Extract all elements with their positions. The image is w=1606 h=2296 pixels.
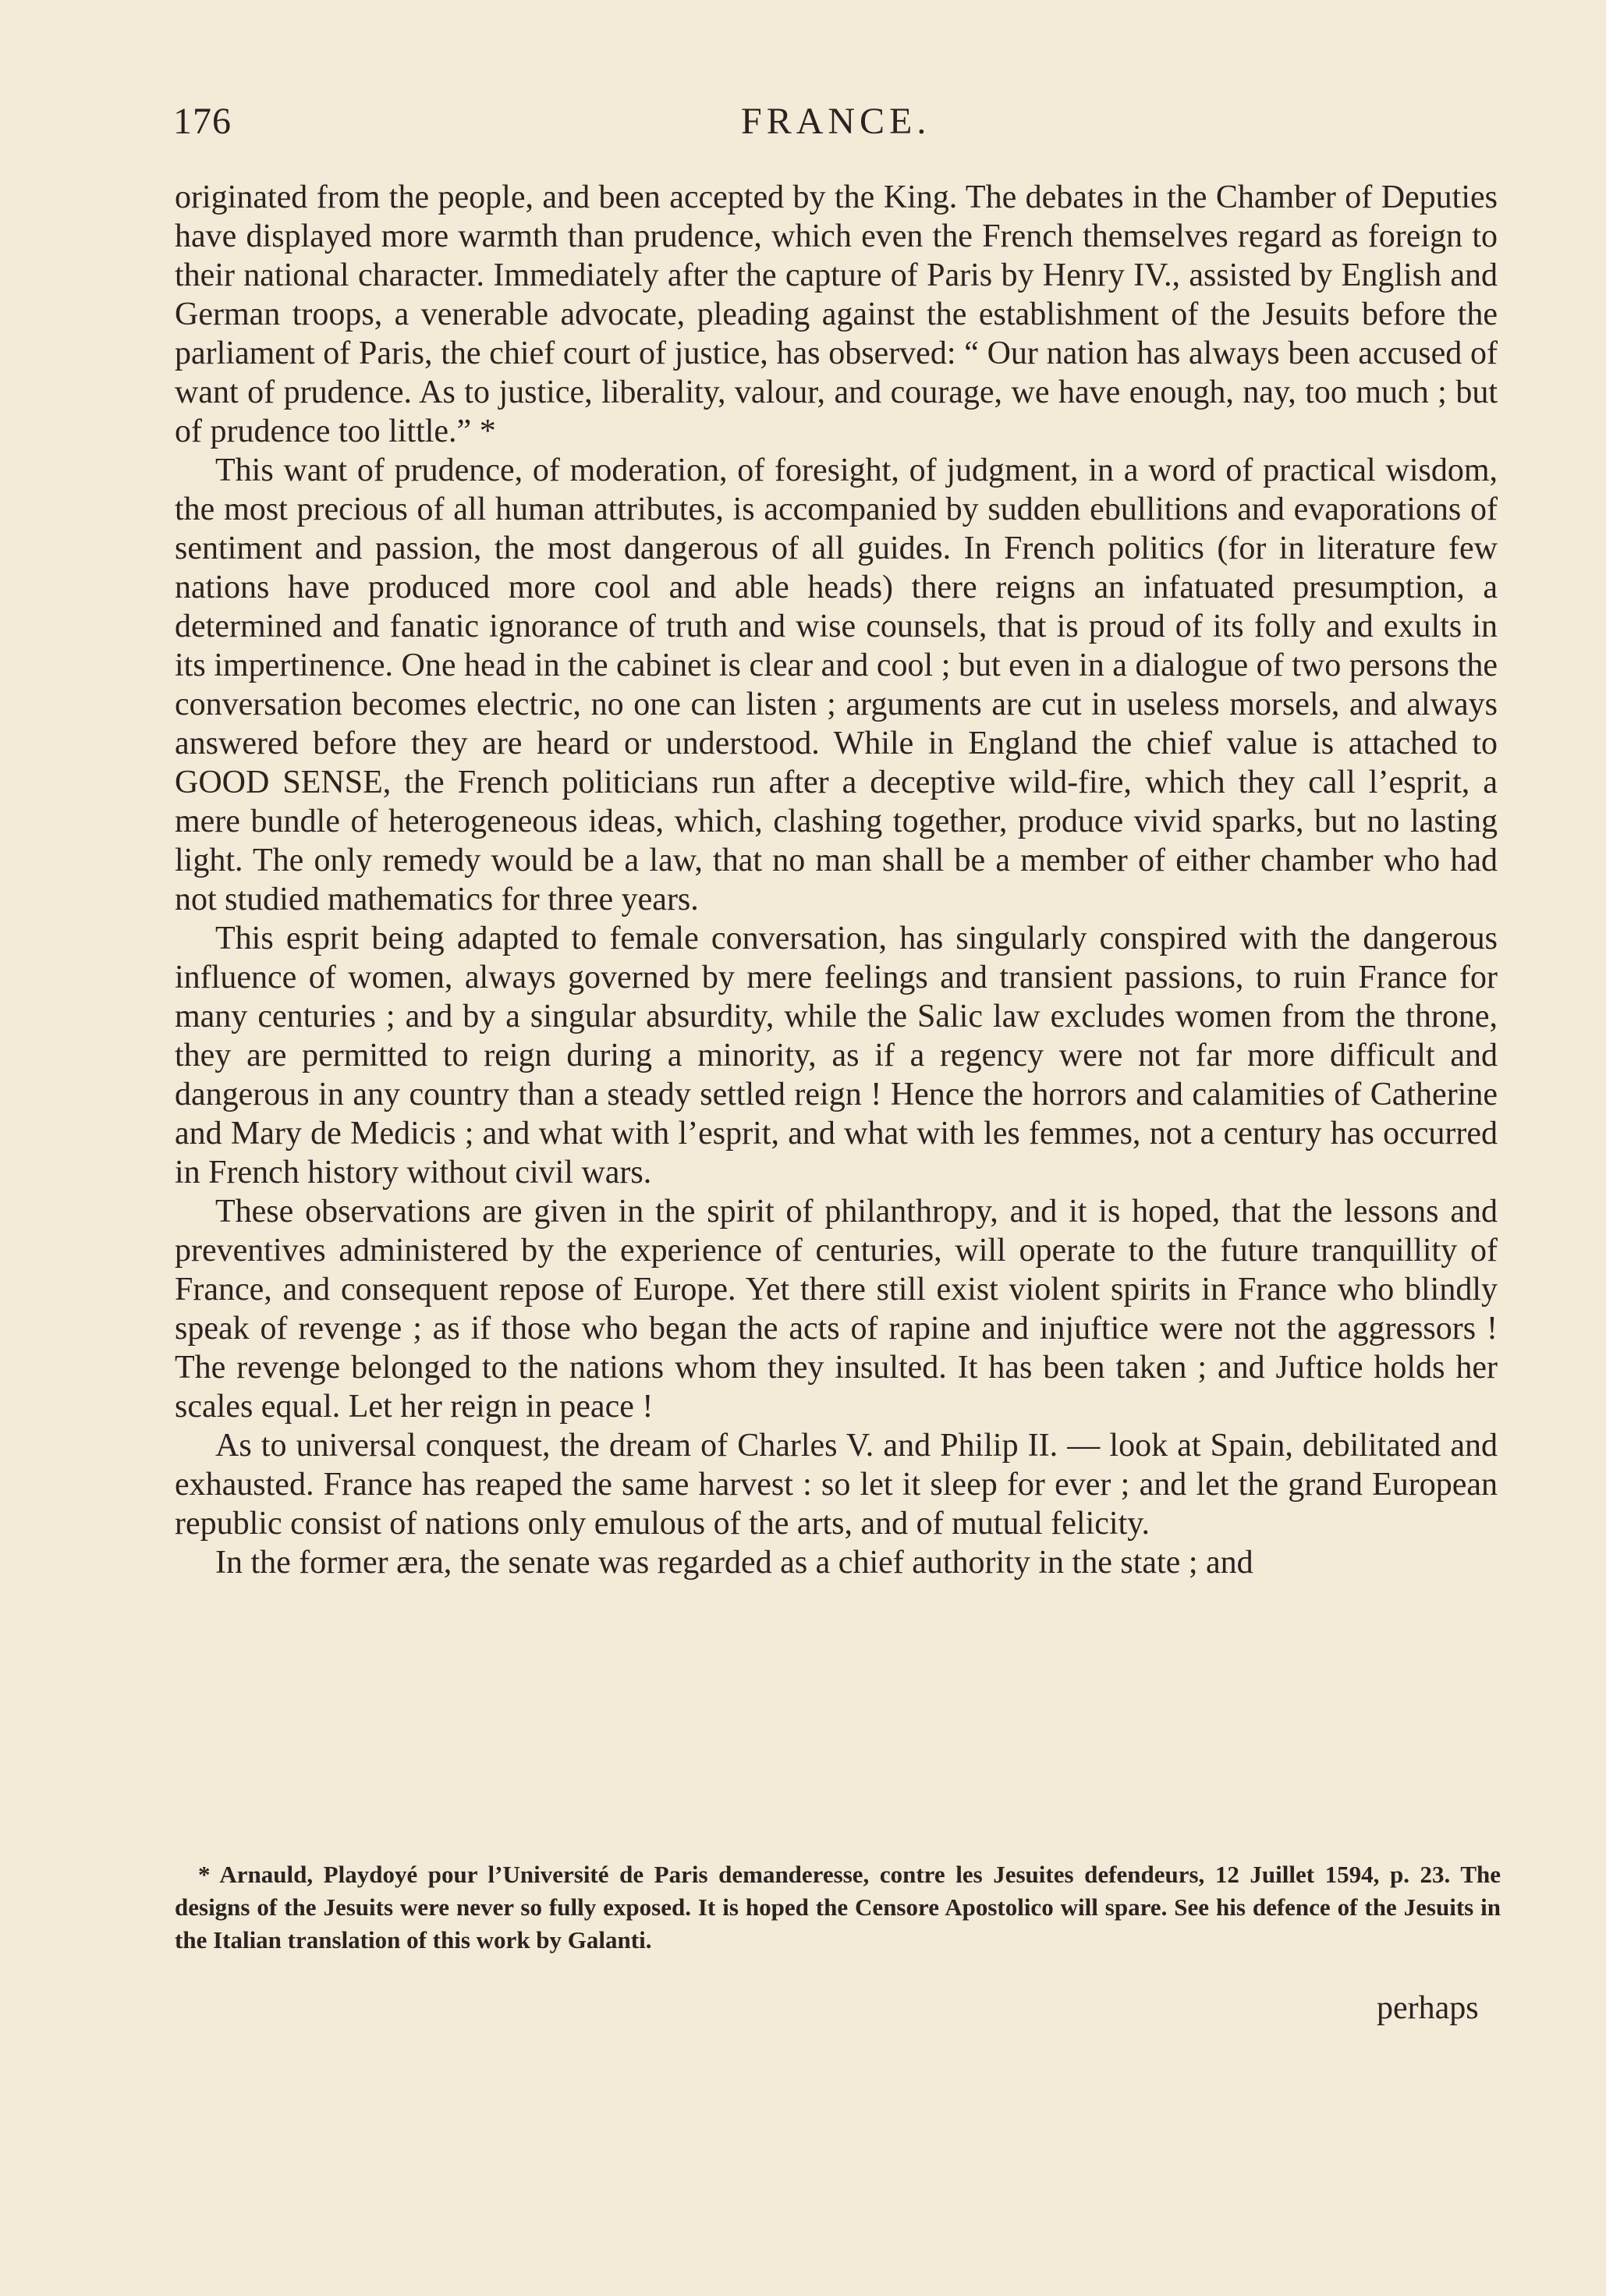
page-number: 176 (173, 101, 232, 142)
paragraph: These observations are given in the spirit of philanthropy, and it is hoped, that the lessons and preventives administered by the experience of centuries, will operate to the future tranquillity of France, and consequent repose of Europe. Yet there still exist violent spirits in France who blindly speak of revenge ; as if those who began the acts of rapine and injuftice were not the aggressors ! The revenge belonged to the nations whom they insulted. It has been taken ; and Juftice holds her scales equal. Let her reign in peace ! (175, 1194, 1498, 1425)
catchword: perhaps (1377, 1990, 1479, 2026)
paragraph: As to universal conquest, the dream of Charles V. and Philip II. — look at Spain, debilitated and exhausted. France has reaped the same harvest : so let it sleep for ever ; and let the grand European republic consist of nations only emulous of the arts, and of mutual felicity. (175, 1428, 1498, 1542)
footnote: * Arnauld, Playdoyé pour l’Université de Paris demanderesse, contre les Jesuites defendeurs, 12 Juillet 1594, p. 23. The designs of the Jesuits were never so fully exposed. It is hoped the Censore Apostolico will spare. See his defence of the Jesuits in the Italian translation of this work by Galanti. (175, 1861, 1501, 1954)
body-text (175, 178, 1498, 1582)
paragraph: This esprit being adapted to female conversation, has singularly conspired with the dangerous influence of women, always governed by mere feelings and transient passions, to ruin France for many centuries ; and by a singular absurdity, while the Salic law excludes women from the throne, they are permitted to reign during a minority, as if a regency were not far more difficult and dangerous in any country than a steady settled reign ! Hence the horrors and calamities of Catherine and Mary de Medicis ; and what with l’esprit, and what with les femmes, not a century has occurred in French history without civil wars. (175, 921, 1498, 1191)
running-head: FRANCE. (741, 101, 931, 142)
paragraph: originated from the people, and been accepted by the King. The debates in the Chamber of Deputies have displayed more warmth than prudence, which even the French themselves regard as foreign to their national character. Immediately after the capture of Paris by Henry IV., assisted by English and German troops, a venerable advocate, pleading against the establishment of the Jesuits before the parliament of Paris, the chief court of justice, has observed: “ Our nation has always been accused of want of prudence. As to justice, liberality, valour, and courage, we have enough, nay, too much ; but of prudence too little.” * (175, 179, 1498, 449)
paragraph: This want of prudence, of moderation, of foresight, of judgment, in a word of practical wisdom, the most precious of all human attributes, is accompanied by sudden ebullitions and evaporations of sentiment and passion, the most dangerous of all guides. In French politics (for in literature few nations have produced more cool and able heads) there reigns an infatuated presumption, a determined and fanatic ignorance of truth and wise counsels, that is proud of its folly and exults in its impertinence. One head in the cabinet is clear and cool ; but even in a dialogue of two persons the conversation becomes electric, no one can listen ; arguments are cut in useless morsels, and always answered before they are heard or understood. While in England the chief value is attached to GOOD SENSE, the French politicians run after a deceptive wild-fire, which they call l’esprit, a mere bundle of heterogeneous ideas, which, clashing together, produce vivid sparks, but no lasting light. The only remedy would be a law, that no man shall be a member of either chamber who had not studied mathematics for three years. (175, 452, 1498, 917)
paragraph: In the former æra, the senate was regarded as a chief authority in the state ; and (215, 1545, 1253, 1581)
